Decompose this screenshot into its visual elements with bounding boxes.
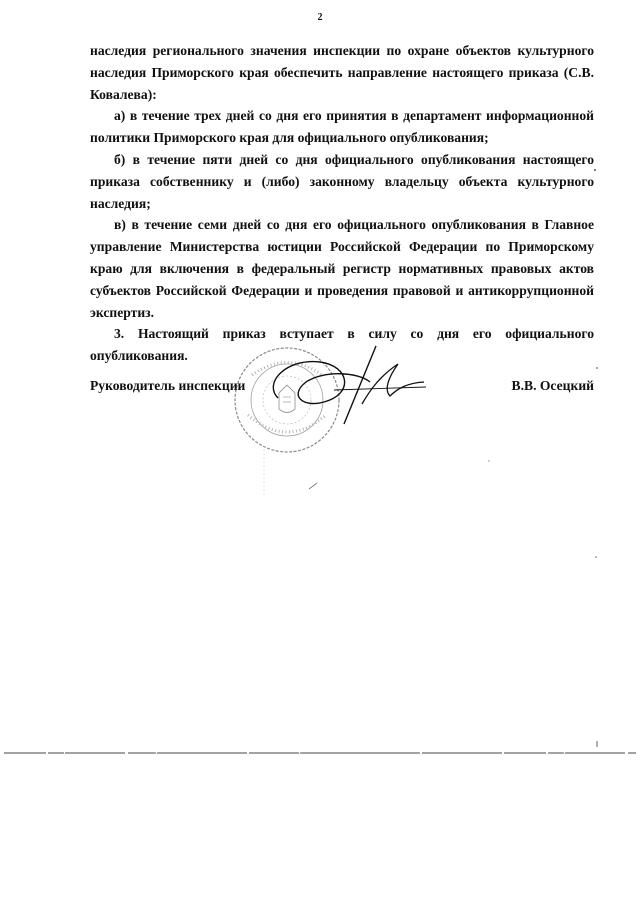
scan-mark [261,450,267,495]
scan-mark [487,459,491,463]
document-body [90,40,594,367]
signer-name: В.В. Осецкий [511,378,594,393]
paragraph-item-c: в) в течение семи дней со дня его официального опубликования в Главное управление Министерства юстиции Российской Федерации по Приморскому краю для включения в федеральный регистр нормативных правовых актов субъектов Российской Федерации и проведения правовой и антикоррупционной экспертиз. [90,217,594,320]
scan-mark [308,482,318,490]
paragraph-item-a: а) в течение трех дней со дня его принятия в департамент информационной политики Приморского края для официального опубликования; [90,108,594,146]
scan-mark [595,741,599,747]
signature-block [90,378,594,400]
scan-mark [595,366,599,370]
paragraph-3: 3. Настоящий приказ вступает в силу со дня его официального опубликования. [90,326,594,364]
scan-edge-line [4,751,636,755]
page-number: 2 [317,12,323,23]
scan-mark [594,555,598,559]
paragraph-item-b: б) в течение пяти дней со дня официального опубликования настоящего приказа собственнику и (либо) законному владельцу объекта культурного наследия; [90,151,594,211]
signer-title: Руководитель инспекции [90,378,246,393]
scan-mark [593,168,597,172]
paragraph-continuation: наследия регионального значения инспекции по охране объектов культурного наследия Приморского края обеспечить направление настоящего приказа (С.В. Ковалева): [90,43,594,102]
